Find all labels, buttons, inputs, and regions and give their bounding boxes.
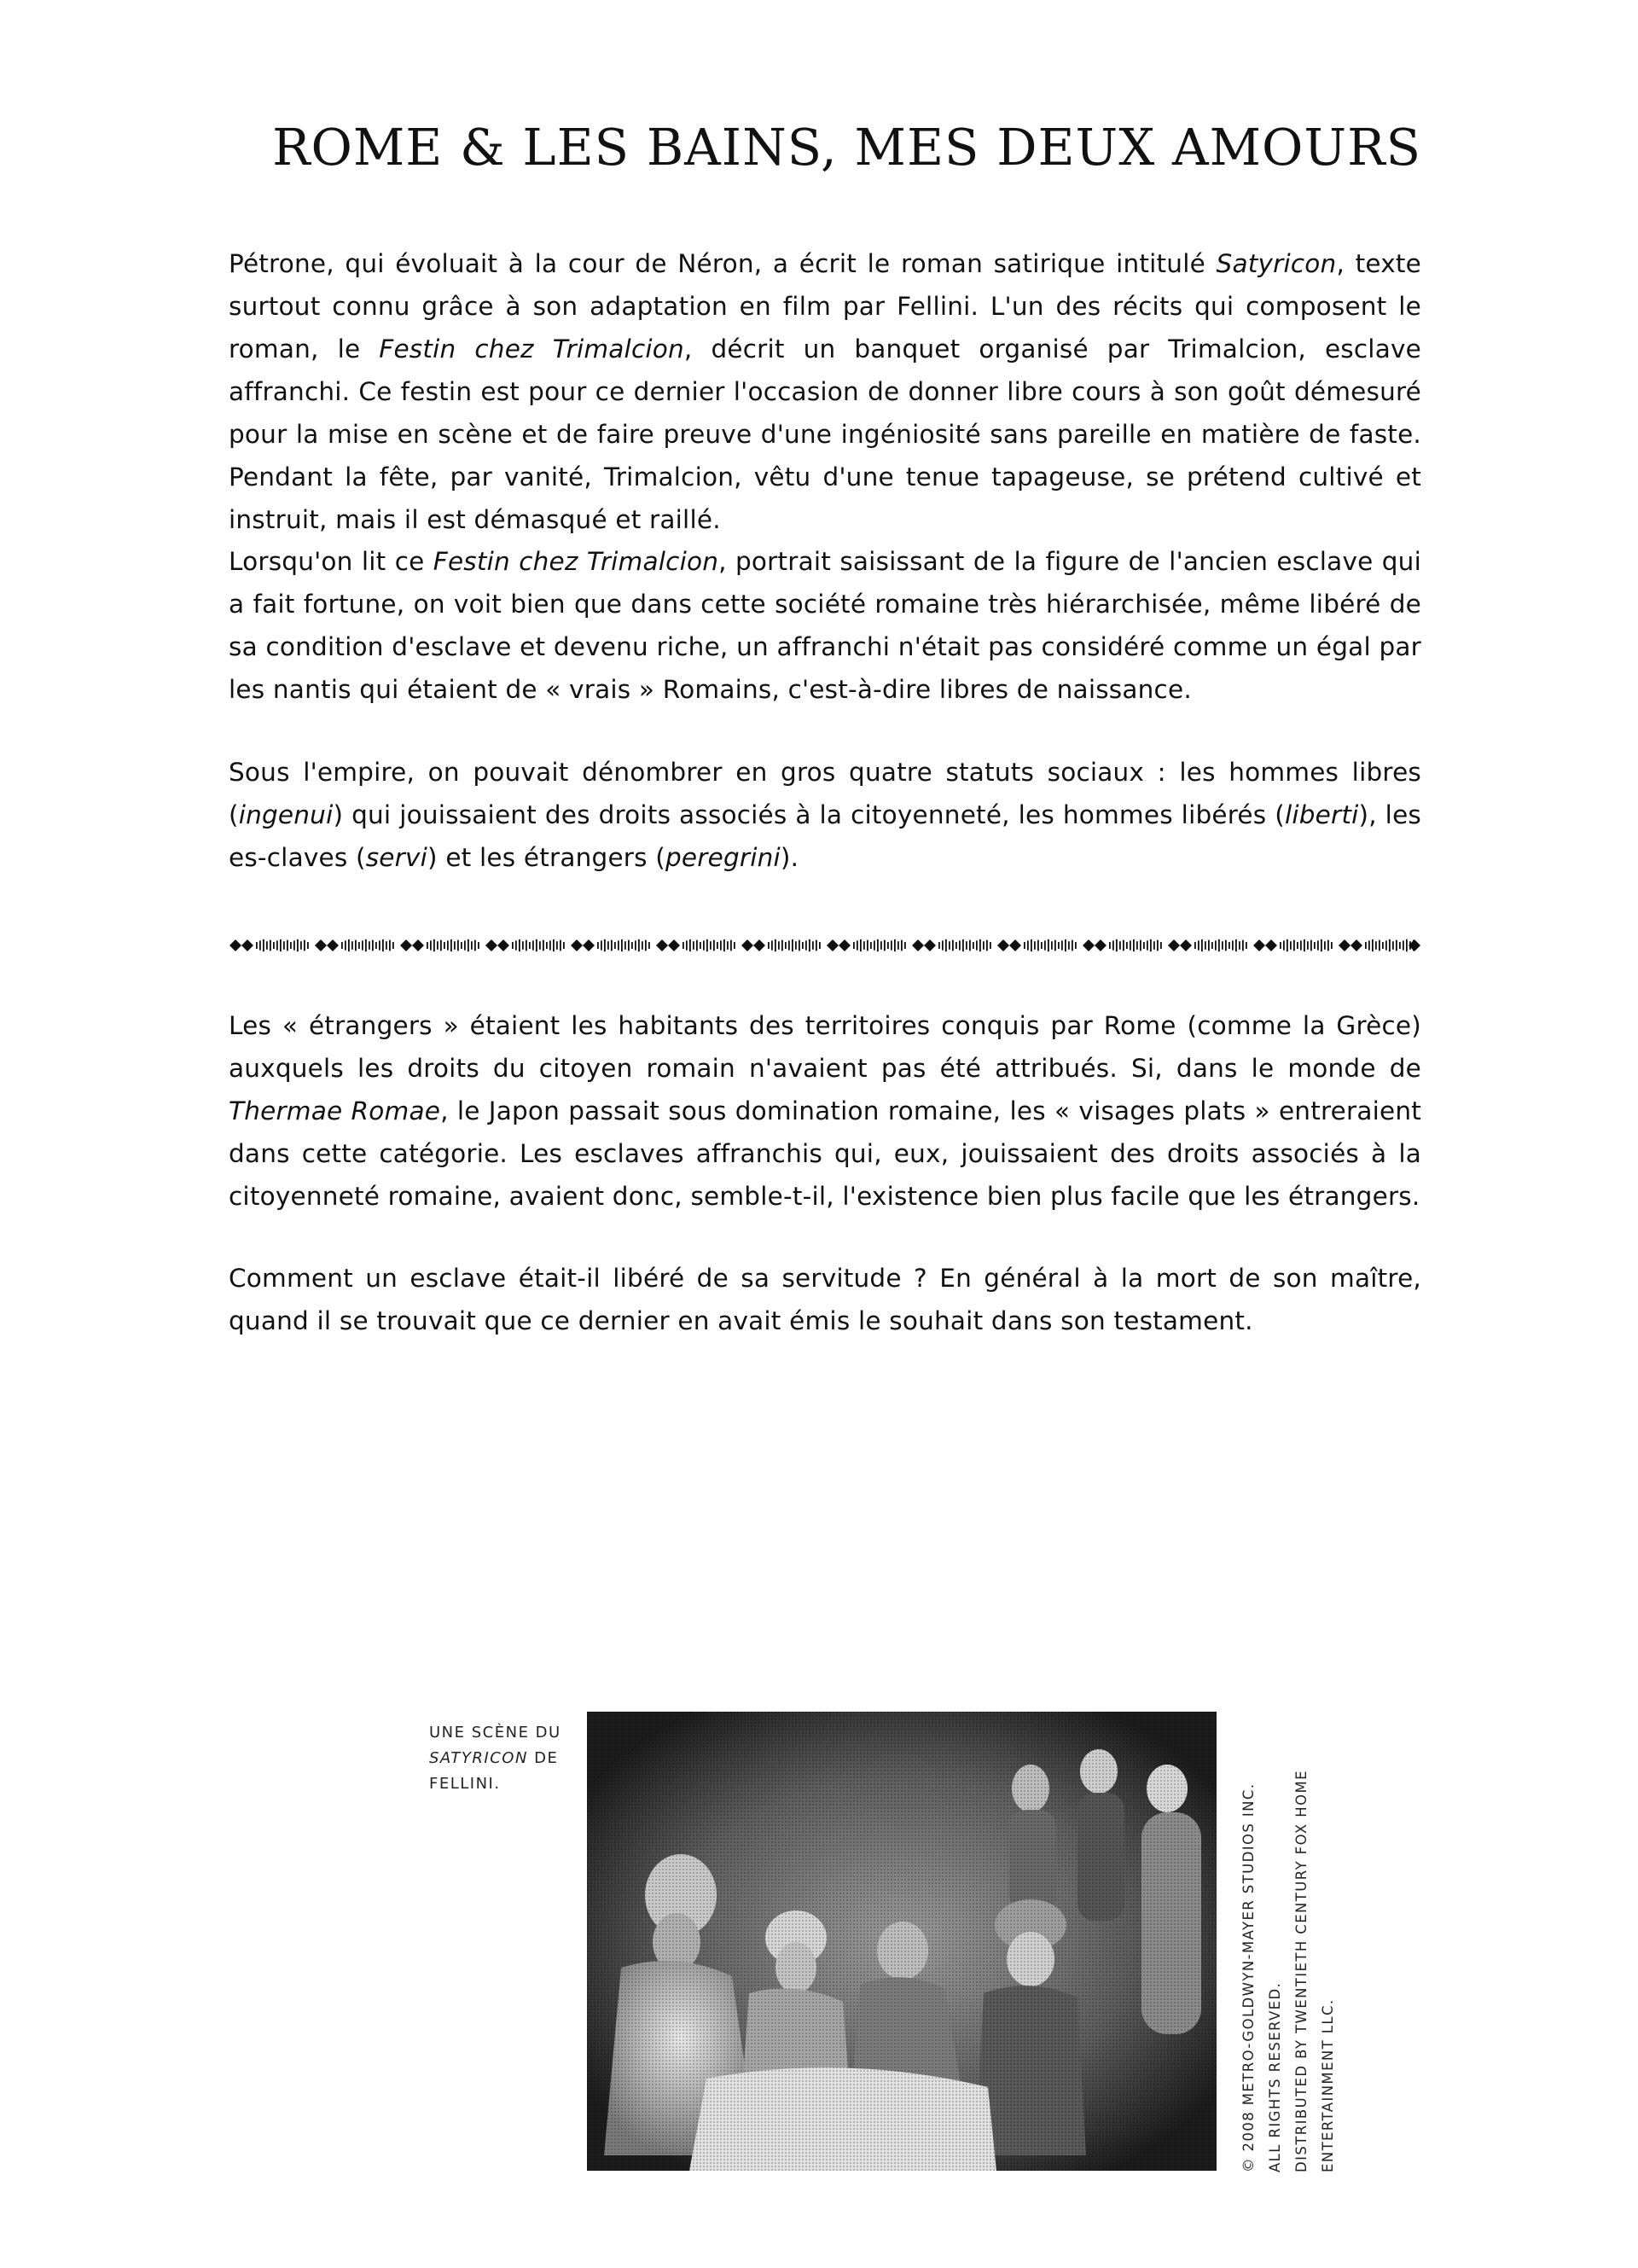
caption-line-3: FELLINI. <box>429 1775 501 1793</box>
paragraph-2 <box>229 540 1421 711</box>
credit-line-2: ALL RIGHTS RESERVED. <box>1267 1981 1283 2172</box>
text-run: ). <box>780 843 799 872</box>
text-run: , texte surtout connu grâce à son adaptation en film par Fellini. L'un des récits qui composent le roman, le <box>229 249 1421 363</box>
photo-credit <box>1235 1713 1346 2172</box>
paragraph-4 <box>229 1004 1421 1218</box>
caption-line-2-rest: DE <box>527 1749 559 1767</box>
italic-text: Satyricon <box>1216 249 1337 278</box>
italic-text: Festin chez Trimalcion <box>433 547 719 576</box>
credit-line-4: ENTERTAINMENT LLC. <box>1320 1998 1336 2172</box>
text-run: ) et les étrangers ( <box>427 843 665 872</box>
page-title: ROME & LES BAINS, MES DEUX AMOURS <box>272 118 1421 177</box>
text-run: , portrait saisissant de la figure de l'ancien esclave qui a fait fortune, on voit bien que dans cette société romaine très hiérarchisée, même libéré de sa condition d'esclave et devenu riche, un affranchi n'était pas considéré comme un égal par les nantis qui étaient de « vrais » Romains, c'est-à-dire libres de naissance. <box>229 547 1421 704</box>
text-run: ) qui jouissaient des droits associés à la citoyenneté, les hommes libérés ( <box>333 800 1285 829</box>
text-run: , le Japon passait sous domination romaine, les « visages plats » entreraient dans cette catégorie. Les esclaves affranchis qui, eux, jouissaient des droits associés à la citoyenneté romaine, avaient donc, semble-t-il, l'existence bien plus facile que les étrangers. <box>229 1096 1421 1211</box>
italic-text: peregrini <box>665 843 781 872</box>
paragraph-3 <box>229 751 1421 879</box>
text-run: Comment un esclave était-il libéré de sa servitude ? En général à la mort de son maître, quand il se trouvait que ce dernier en avait émis le souhait dans son testament. <box>229 1264 1421 1335</box>
photo-caption <box>429 1720 561 1797</box>
text-run: , décrit un banquet organisé par Trimalcion, esclave affranchi. Ce festin est pour ce dernier l'occasion de donner libre cours à son goût démesuré pour la mise en scène et de faire preuve d'une ingéniosité sans pareille en matière de faste. Pendant la fête, par vanité, Trimalcion, vêtu d'une tenue tapageuse, se prétend cultivé et instruit, mais il est démasqué et raillé. <box>229 334 1421 534</box>
paragraph-5 <box>229 1257 1421 1342</box>
film-still-photo <box>587 1712 1217 2171</box>
italic-text: Thermae Romae <box>229 1096 441 1125</box>
caption-line-1: UNE SCÈNE DU <box>429 1724 561 1742</box>
italic-text: ingenui <box>238 800 334 829</box>
credit-line-1: © 2008 METRO-GOLDWYN-MAYER STUDIOS INC. <box>1240 1782 1257 2172</box>
ornamental-divider <box>229 933 1421 957</box>
text-run: Les « étrangers » étaient les habitants des territoires conquis par Rome (comme la Grèce) auxquels les droits du citoyen romain n'avaient pas été attribués. Si, dans le monde de <box>229 1011 1421 1083</box>
text-run: ), les es-claves ( <box>229 800 1421 872</box>
text-run: Lorsqu'on lit ce <box>229 547 433 576</box>
text-run: Sous l'empire, on pouvait dénombrer en gros quatre statuts sociaux : les hommes libres ( <box>229 758 1421 829</box>
italic-text: Festin chez Trimalcion <box>379 334 684 363</box>
text-run: Pétrone, qui évoluait à la cour de Néron, a écrit le roman satirique intitulé <box>229 249 1217 278</box>
credit-line-3: DISTRIBUTED BY TWENTIETH CENTURY FOX HOME <box>1293 1770 1310 2172</box>
italic-text: liberti <box>1284 800 1359 829</box>
caption-title: SATYRICON <box>429 1749 528 1767</box>
italic-text: servi <box>365 843 428 872</box>
paragraph-1 <box>229 242 1421 541</box>
